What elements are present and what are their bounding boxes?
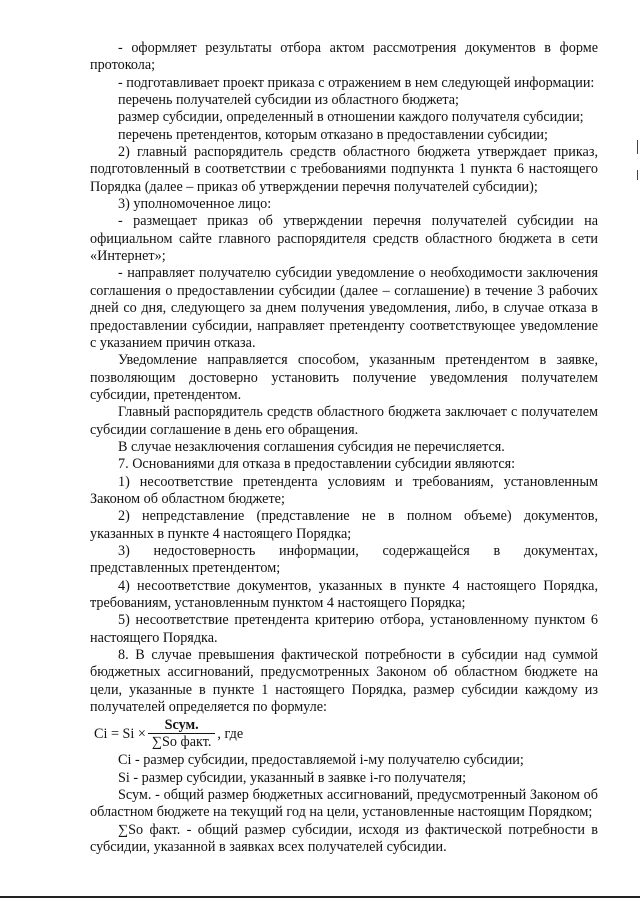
paragraph-12: В случае незаключения соглашения субсидия не перечисляется.: [118, 438, 505, 455]
paragraph-16: 3) недостоверность информации, содержащейся в документах, представленных претендентом;: [90, 542, 598, 577]
paragraph-15: 2) непредставление (представление не в полном объеме) документов, указанных в пункте 4 настоящего Порядка;: [90, 508, 598, 542]
scan-margin-mark: [637, 140, 638, 154]
paragraph-14: 1) несоответствие претендента условиям и требованиям, установленным Законом об областном бюджете;: [90, 473, 598, 507]
paragraph-19: 8. В случае превышения фактической потребности в субсидии над суммой бюджетных ассигнований, предусмотренных Законом об областном бюджете на цели, указанные в пункте 1 настоящего Порядка, размер субсидии каждому из получателей определяется по формуле:: [90, 647, 598, 716]
paragraph-6: 2) главный распорядитель средств областного бюджета утверждает приказ, подготовленный в соответствии с требованиями подпункта 1 пункта 6 настоящего Порядка (далее – приказ об утверждении перечня получателей субсидии);: [90, 144, 598, 195]
paragraph-8: - размещает приказ об утверждении перечня получателей субсидии на официальном сайте главного распорядителя средств областного бюджета в сети «Интернет»;: [90, 213, 598, 265]
paragraph-5: перечень претендентов, которым отказано в предоставлении субсидии;: [118, 126, 548, 143]
definition-ci: Ci - размер субсидии, предоставляемой i-му получателю субсидии;: [118, 752, 524, 769]
formula-numerator: Sсум.: [164, 717, 199, 734]
paragraph-9: - направляет получателю субсидии уведомление о необходимости заключения соглашения о предоставлении субсидии (далее – соглашение) в течение 3 рабочих дней со дня, следующего за днем получения уведомления, либо, в случае отказа в предоставлении субсидии, направляет претенденту соответствующее уведомление с указанием причин отказа.: [90, 265, 598, 351]
paragraph-17: 4) несоответствие документов, указанных в пункте 4 настоящего Порядка, требованиям, установленным пунктом 4 настоящего Порядка;: [90, 577, 598, 611]
paragraph-11: Главный распорядитель средств областного бюджета заключает с получателем субсидии соглашение в день его обращения.: [90, 404, 598, 438]
definition-ssum: Sсум. - общий размер бюджетных ассигнований, предусмотренный Законом об областном бюджете на текущий год на цели, установленные настоящим Порядком;: [90, 787, 598, 821]
formula-fraction: [148, 718, 216, 750]
paragraph-4: размер субсидии, определенный в отношении каждого получателя субсидии;: [118, 109, 584, 126]
formula-lhs: Ci = Si ×: [94, 725, 146, 742]
formula-denominator: ∑So факт.: [148, 733, 216, 750]
subsidy-formula: [90, 716, 598, 752]
definition-sofact: ∑So факт. - общий размер субсидии, исходя из фактической потребности в субсидии, указанной в заявках всех получателей субсидии.: [90, 821, 598, 856]
paragraph-3: перечень получателей субсидии из областного бюджета;: [118, 92, 460, 109]
formula-tail: , где: [217, 725, 244, 742]
paragraph-7: 3) уполномоченное лицо:: [118, 196, 272, 213]
paragraph-18: 5) несоответствие претендента критерию отбора, установленному пунктом 6 настоящего Порядка.: [90, 612, 598, 646]
definition-si: Si - размер субсидии, указанный в заявке i-го получателя;: [118, 769, 467, 786]
scan-margin-mark: [637, 170, 638, 180]
paragraph-13: 7. Основаниями для отказа в предоставлении субсидии являются:: [118, 456, 516, 473]
page-bottom-edge: [0, 896, 640, 898]
paragraph-2: - подготавливает проект приказа с отражением в нем следующей информации:: [118, 74, 595, 91]
paragraph-10: Уведомление направляется способом, указанным претендентом в заявке, позволяющим достоверно установить получение уведомления получателем субсидии, претендентом.: [90, 352, 598, 403]
paragraph-1: - оформляет результаты отбора актом рассмотрения документов в форме протокола;: [90, 40, 598, 74]
